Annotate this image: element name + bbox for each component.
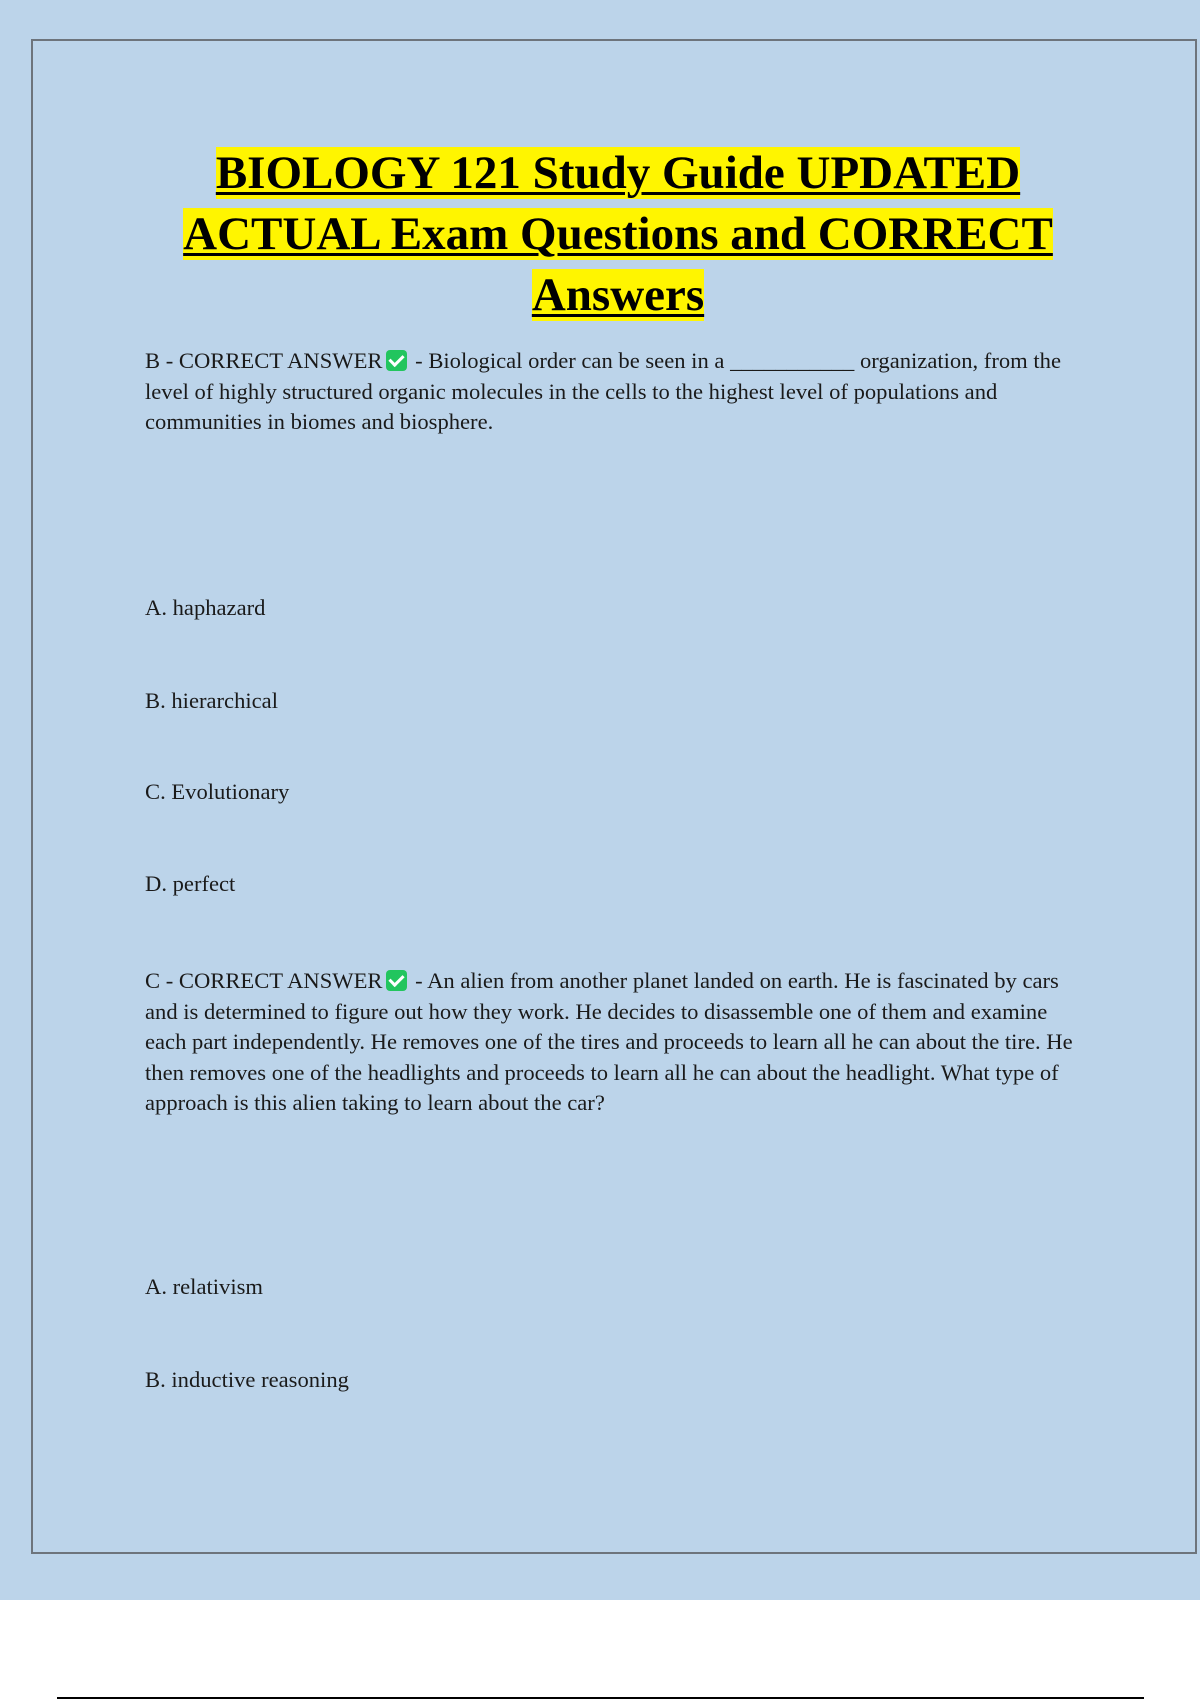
question-2-answer-prefix: C - CORRECT ANSWER [145, 968, 383, 993]
question-2-option-a: A. relativism [145, 1274, 263, 1299]
check-mark-icon [386, 970, 407, 991]
question-1-option-d: D. perfect [145, 871, 236, 896]
question-1-option-b: B. hierarchical [145, 688, 278, 713]
question-1-option-c: C. Evolutionary [145, 779, 290, 804]
question-2-option-b: B. inductive reasoning [145, 1367, 349, 1392]
footer-divider [57, 1697, 1144, 1699]
question-2-text: - An alien from another planet landed on earth. He is fascinated by cars and is determined to figure out how they work. He decides to disassemble one of them and examine each part independently. He removes one of the tires and proceeds to learn all he can about the tire. He then removes one of the headlights and proceeds to learn all he can about the headlight. What type of approach is this alien taking to learn about the car? [145, 968, 1073, 1115]
title-line-3: Answers [531, 269, 705, 321]
document-title [60, 143, 1176, 326]
title-line-2: ACTUAL Exam Questions and CORRECT [183, 208, 1053, 260]
question-1-text: - Biological order can be seen in a ___________ organization, from the level of highly structured organic molecules in the cells to the highest level of populations and communities in biomes and biosphere. [145, 348, 1061, 434]
question-1-answer-prefix: B - CORRECT ANSWER [145, 348, 383, 373]
question-1-option-a: A. haphazard [145, 595, 266, 620]
question-1 [145, 346, 1085, 438]
question-2 [145, 966, 1085, 1119]
title-line-1: BIOLOGY 121 Study Guide UPDATED [215, 147, 1021, 199]
check-mark-icon [386, 350, 407, 371]
